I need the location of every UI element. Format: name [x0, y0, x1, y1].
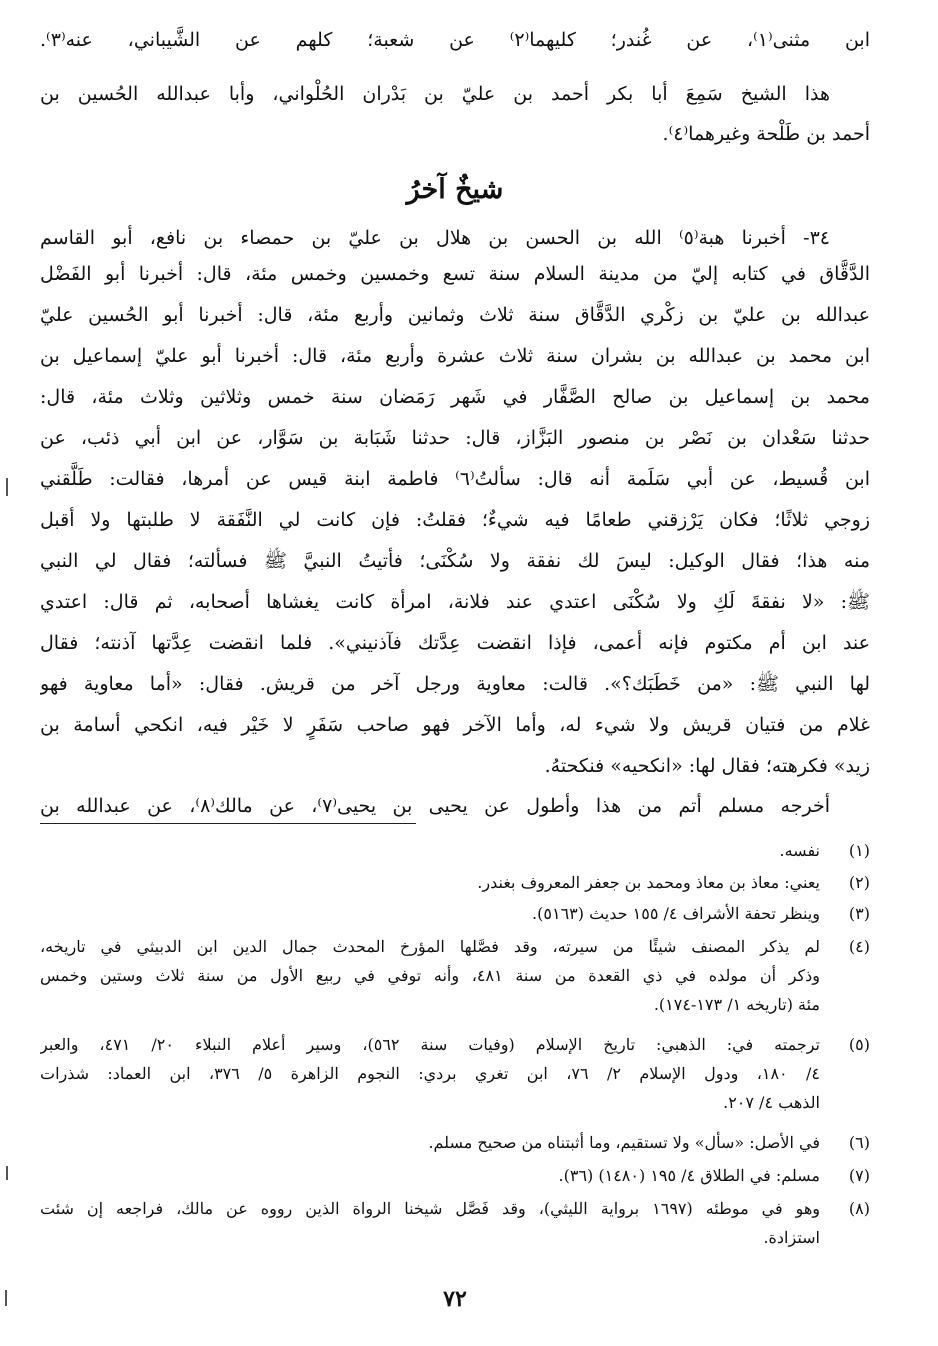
footnote-text: استزادة. [763, 1228, 820, 1247]
footnote-text: نفسه. [779, 841, 820, 860]
footnote [40, 836, 870, 865]
footnote [40, 899, 870, 928]
footnote-text: لم يذكر المصنف شيئًا من سيرته، وقد فصَّلها المؤرخ المحدث جمال الدين ابن الدبيثي في تاريخه، [40, 937, 820, 956]
footnote-text: وينظر تحفة الأشراف ٤/ ١٥٥ حديث (٥١٦٣). [532, 904, 820, 923]
footnote-text: مئة (تاريخه ١/ ١٧٣-١٧٤). [653, 995, 820, 1014]
footnote-number: (٨) [848, 1199, 870, 1218]
footnote-number: (٣) [848, 904, 870, 923]
footnote-text: الذهب ٤/ ٢٠٧. [723, 1093, 820, 1112]
footnote-text: ترجمته في: الذهبي: تاريخ الإسلام (وفيات سنة ٥٦٢)، وسير أعلام النبلاء ٢٠/ ٤٧١، والعبر [40, 1035, 820, 1054]
body-line: الدَّقَّاق في كتابه إليّ من مدينة السلام سنة تسع وخمسين وخمس مئة، قال: أخبرنا أبو الفَضْل [40, 263, 870, 285]
body-line: عند ابن أم مكتوم فإنه أعمى، فإذا انقضت عِدَّتك فآذنيني». فلما انقضت عِدَّتها آذنته؛ فقال [40, 632, 870, 654]
footnote [40, 932, 870, 1019]
footnote-number: (٧) [848, 1166, 870, 1185]
scan-edge-mark [5, 1290, 7, 1306]
scan-edge-mark [6, 1166, 8, 1180]
page-number: ٧٢ [443, 1286, 467, 1312]
footnote-number: (١) [848, 841, 870, 860]
body-line: منه هذا؛ فقال الوكيل: ليسَ لك نفقة ولا سُكْنَى؛ فأتيتُ النبيَّ ﷺ فسألته؛ فقال لي النبي [40, 550, 870, 572]
footnote-text: في الأصل: «سأل» ولا تستقيم، وما أثبتناه من صحيح مسلم. [428, 1133, 820, 1152]
body-line: عبدالله بن عليّ بن زكْري الدَّقَّاق سنة ثلاث وثمانين وأربع مئة، قال: أخبرنا أبو الحُسين عليّ [40, 304, 870, 326]
footnote-number: (٢) [848, 873, 870, 892]
body-line: ابن قُسيط، عن أبي سَلَمة أنه قال: سألتُ⁽٦⁾ فاطمة ابنة قيس عن أمرها، فقالت: طَلَّقني [40, 468, 870, 490]
scan-edge-mark [6, 478, 8, 496]
footnote [40, 868, 870, 897]
footnote-text: يعني: معاذ بن معاذ ومحمد بن جعفر المعروف بغندر. [477, 873, 820, 892]
body-line: حدثنا سَعْدان بن نَصْر بن منصور البَزَّاز، قال: حدثنا شَبَابة بن سَوَّار، عن ابن أبي ذئب، عن [40, 427, 870, 449]
footnote [40, 1030, 870, 1117]
body-line: لها النبي ﷺ: «من خَطَبَك؟». قالت: معاوية ورجل آخر من قريش. فقال: «أما معاوية فهو [40, 673, 870, 695]
footnote-text: وذكر أن مولده في ذي القعدة من سنة ٤٨١، وأنه توفي في ربيع الأول من سنة ثلاث وستين وخمس [40, 966, 820, 985]
section-heading: شيخٌ آخرُ [406, 174, 504, 205]
body-line: أحمد بن طَلْحة وغيرهما⁽٤⁾. [662, 123, 870, 145]
footnote [40, 1128, 870, 1157]
body-line: محمد بن إسماعيل بن صالح الصَّفَّار في شَهر رَمَضان سنة خمس وثلاثين وثلاث مئة، قال: [40, 386, 870, 408]
body-line: هذا الشيخ سَمِعَ أبا بكر أحمد بن عليّ بن بَدْران الحُلْواني، وأبا عبدالله الحُسين بن [40, 83, 830, 105]
body-line: أخرجه مسلم أتم من هذا وأطول عن يحيى بن يحيى⁽٧⁾، عن مالك⁽٨⁾، عن عبدالله بن [40, 795, 830, 817]
footnote-separator [40, 823, 416, 824]
body-line: ابن مثنى⁽١⁾، عن غُندر؛ كليهما⁽٢⁾ عن شعبة؛ كلهم عن الشَّيباني، عنه⁽٣⁾. [40, 29, 870, 51]
body-line: ابن محمد بن عبدالله بن بشران سنة ثلاث عشرة وأربع مئة، قال: أخبرنا أبو عليّ إسماعيل بن [40, 345, 870, 367]
footnote [40, 1161, 870, 1190]
book-page [40, 0, 870, 1346]
body-line: زيد» فكرهته؛ فقال لها: «انكحيه» فنكحتهُ. [544, 755, 870, 777]
footnote-text: وهو في موطئه (١٦٩٧ برواية الليثي)، وقد فَصَّل شيخنا الرواة الذين رووه عن مالك، فراجعه إن شئت [40, 1199, 820, 1218]
footnote-text: مسلم: في الطلاق ٤/ ١٩٥ (١٤٨٠) (٣٦). [558, 1166, 820, 1185]
body-line: ﷺ: «لا نفقةَ لَكِ ولا سُكْنَى اعتدي عند فلانة، امرأة كانت يغشاها أصحابه، ثم قال: اعتدي [40, 591, 870, 613]
footnote-number: (٤) [848, 937, 870, 956]
footnote-number: (٦) [848, 1133, 870, 1152]
footnote-number: (٥) [848, 1035, 870, 1054]
footnote-text: ٤/ ١٨٠، ودول الإسلام ٢/ ٧٦، ابن تغري بردي: النجوم الزاهرة ٥/ ٣٧٦، ابن العماد: شذرات [40, 1064, 820, 1083]
body-line: ٣٤- أخبرنا هبة⁽٥⁾ الله بن الحسن بن هلال بن عليّ بن حمصاء بن نافع، أبو القاسم [40, 227, 830, 249]
body-line: غلام من فتيان قريش ولا شيء له، وأما الآخر فهو صاحب سَفَرٍ لا خَيْر فيه، انكحي أسامة بن [40, 714, 870, 736]
footnote [40, 1194, 870, 1252]
body-line: زوجي ثلاثًا؛ فكان يَرْزقني طعامًا فيه شيءٌ؛ فقلتُ: فإن كانت لي النَّفَقة لا طلبتها ولا أقبل [40, 509, 870, 531]
